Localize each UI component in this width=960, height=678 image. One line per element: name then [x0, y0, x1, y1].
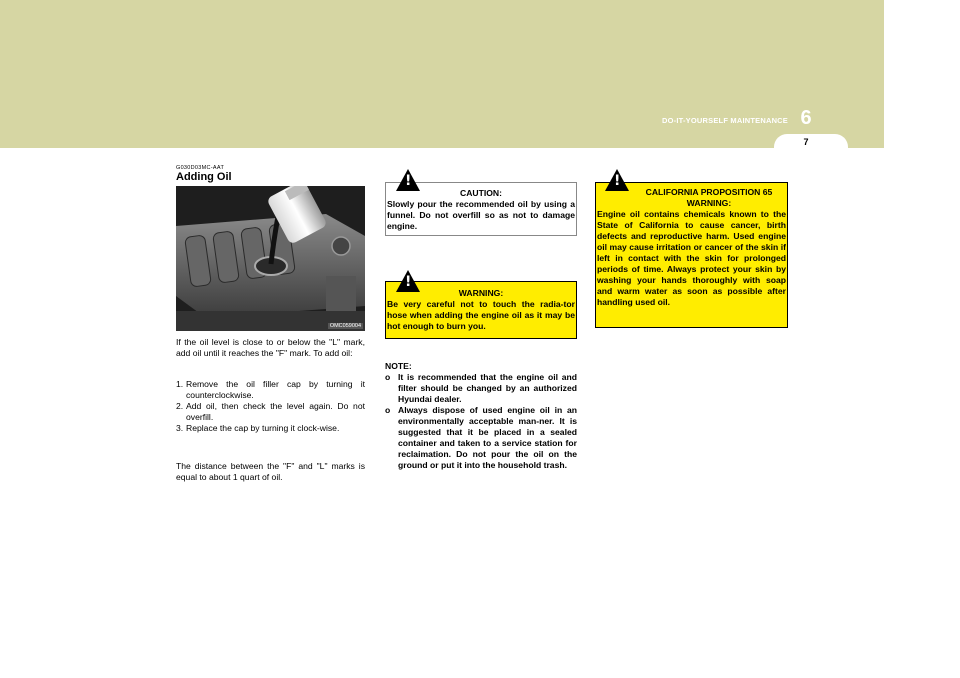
california-title-line2: WARNING:: [686, 198, 732, 208]
page-number: 7: [803, 137, 809, 147]
california-title-line1: CALIFORNIA PROPOSITION 65: [645, 187, 773, 197]
list-item: 2. Add oil, then check the level again. Do not overfill.: [176, 401, 365, 422]
caution-title: CAUTION:: [459, 188, 502, 198]
california-text: Engine oil contains chemicals known to the State of California to cause cancer, birth defects and reproductive harm. Used engine oil may cause irritation or cancer of the skin if left in contact with the skin for prolonged periods of time. Always protect your skin by washing your hands thoroughly with soap and warm water as soon as possible after handling used oil.: [597, 209, 786, 307]
section-code: G030D03MC-AAT: [176, 165, 225, 171]
list-item: 1. Remove the oil filler cap by turning it counterclockwise.: [176, 379, 365, 400]
chapter-number: 6: [800, 107, 812, 129]
section-title: Adding Oil: [176, 171, 232, 183]
note-label: NOTE:: [385, 361, 412, 371]
note-list: [385, 372, 577, 471]
list-item: 3. Replace the cap by turning it clock-wise.: [176, 423, 340, 433]
note-block: [385, 361, 577, 471]
caution-text: Slowly pour the recommended oil by using a funnel. Do not overfill so as not to damage engine.: [387, 199, 575, 231]
engine-bay-illustration: [176, 186, 365, 331]
warning-icon: !: [396, 270, 420, 292]
list-item: o Always dispose of used engine oil in an environmentally acceptable man-ner. It is suggested that it be placed in a sealed container and taken to a service station for reclaimation. Do not pour the oil on the ground or put it into the household trash.: [385, 405, 577, 470]
image-label: OMC059004: [329, 323, 361, 329]
header-band: [0, 0, 884, 148]
engine-oil-photo: [176, 186, 365, 331]
list-item: o It is recommended that the engine oil and filter should be changed by an authorized Hyundai dealer.: [385, 372, 577, 404]
warning-text: Be very careful not to touch the radia-tor hose when adding the engine oil as it may be hot enough to burn you.: [387, 299, 575, 331]
caution-warning-icon: !: [396, 169, 420, 191]
steps-list: [176, 379, 365, 434]
intro-text: If the oil level is close to or below the "L" mark, add oil until it reaches the "F" mark. To add oil:: [176, 337, 365, 358]
distance-note: The distance between the "F" and "L" marks is equal to about 1 quart of oil.: [176, 461, 365, 482]
chapter-title: DO-IT-YOURSELF MAINTENANCE: [661, 116, 788, 125]
california-warning-box: [595, 182, 788, 328]
warning-title: WARNING:: [458, 288, 504, 298]
california-warning-icon: !: [605, 169, 629, 191]
